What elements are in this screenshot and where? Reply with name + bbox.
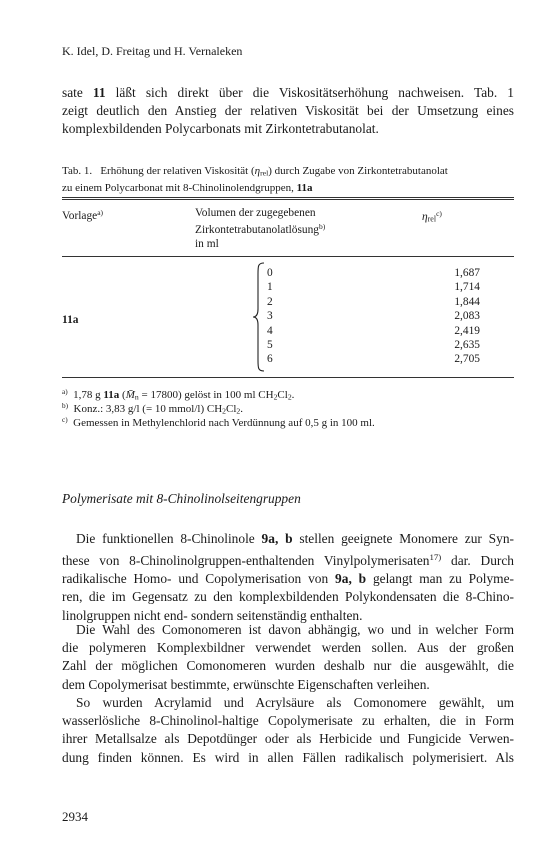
column-header-vorlage: Vorlage$^{a)}$ <box>62 208 104 223</box>
body-line: Zahl der möglichen Comonomeren wurden deshalb nur die ausgewählt, die <box>62 658 514 674</box>
body-paragraph-2 <box>62 621 514 694</box>
table-caption <box>62 164 514 195</box>
body-line: ihrer Metallsalze als Depotdünger oder als Herbicide und Fungicide Verwen- <box>62 731 514 747</box>
table-top-rule-2 <box>62 199 514 200</box>
body-line: wasserlösliche 8-Chinolinol-haltige Copolymerisate zu erhalten, die in Form <box>62 713 514 729</box>
volume-cell: 0 <box>267 267 273 279</box>
volume-cell: 5 <box>267 338 273 351</box>
body-line: these von 8-Chinolinolgruppen-enthaltenden Vinylpolymerisaten$^{17)}$ dar. Durch <box>62 552 514 569</box>
column-header-volumen: Volumen der zugegebenen Zirkontetrabutanolatlösung$^{b)}$ in ml <box>195 207 326 251</box>
footnote-a: $^{a)}$ 1,78 g 11a $(M̄_n = 17800)$ gelöst in 100 ml $CH_2Cl_2$. <box>62 388 295 402</box>
table-header-rule <box>62 256 514 257</box>
eta-cell: 2,419 <box>454 324 480 337</box>
intro-line: sate 11 läßt sich direkt über die Viskositätserhöhung nachweisen. Tab. 1 <box>62 85 514 100</box>
body-line: dung finden können. Es wird in allen Fällen radikalisch polymerisiert. Als <box>62 749 514 765</box>
section-heading: Polymerisate mit 8-Chinolinolseitengruppen <box>62 491 301 506</box>
volume-cell: 1 <box>267 281 273 294</box>
body-line: So wurden Acrylamid und Acrylsäure als Comonomere gewählt, um <box>76 695 514 710</box>
eta-cell: 2,635 <box>454 338 480 351</box>
curly-brace <box>252 262 266 372</box>
eta-column <box>400 266 480 367</box>
volume-column <box>267 266 297 367</box>
page-number: 2934 <box>62 809 88 824</box>
table-caption-line: Tab. 1. Erhöhung der relativen Viskosität $(\eta_{rel})$ durch Zugabe von Zirkontetrabutanolat <box>62 165 448 178</box>
intro-line: komplexbildenden Polycarbonats mit Zirkontetrabutanolat. <box>62 121 379 137</box>
body-paragraph-3 <box>62 694 514 767</box>
body-line: dem Copolymerisat bestimmte, erwünschte Eigenschaften verleihen. <box>62 676 430 692</box>
body-line: linolgruppen nicht end- sondern seitenständig enthalten. <box>62 607 363 623</box>
eta-cell: 2,083 <box>454 310 480 323</box>
column-header-eta: $\eta_{rel}^{c)}$ <box>422 209 442 224</box>
intro-paragraph <box>62 84 514 139</box>
body-line: ren, die im Gegensatz zu den komplexbildenden Polykondensaten die 8-Chino- <box>62 589 514 605</box>
footnote-b: $^{b)}$ Konz.: 3,83 g/l (= 10 mmol/l) $CH_2Cl_2$. <box>62 402 243 416</box>
body-line: radikalische Homo- und Copolymerisation von 9a, b gelangt man zu Polyme- <box>62 571 514 587</box>
footnote-c: $^{c)}$ Gemessen in Methylenchlorid nach Verdünnung auf 0,5 g in 100 ml. <box>62 416 375 429</box>
eta-cell: 1,714 <box>454 281 480 294</box>
volume-cell: 3 <box>267 310 273 323</box>
body-line: Die Wahl des Comonomeren ist davon abhängig, wo und in welcher Form <box>76 622 514 637</box>
eta-cell: 1,844 <box>454 295 480 308</box>
volume-cell: 2 <box>267 295 273 308</box>
eta-cell: 2,705 <box>454 353 480 366</box>
intro-line: zeigt deutlich den Anstieg der relativen Viskosität bei der Umsetzung eines <box>62 103 514 119</box>
body-line: die polymeren Komplexbildner verwendet werden sollen. Aus der großen <box>62 640 514 656</box>
volume-cell: 6 <box>267 353 273 366</box>
body-paragraph-1 <box>62 530 514 625</box>
table-caption-line: zu einem Polycarbonat mit 8-Chinolinolendgruppen, 11a <box>62 181 313 194</box>
row-label: 11a <box>62 314 79 326</box>
eta-cell: 1,687 <box>454 267 480 279</box>
running-head: K. Idel, D. Freitag und H. Vernaleken <box>62 44 243 58</box>
body-line: Die funktionellen 8-Chinolinole 9a, b stellen geeignete Monomere zur Syn- <box>76 531 514 546</box>
volume-cell: 4 <box>267 324 273 337</box>
table-bottom-rule <box>62 377 514 378</box>
table-top-rule <box>62 197 514 198</box>
